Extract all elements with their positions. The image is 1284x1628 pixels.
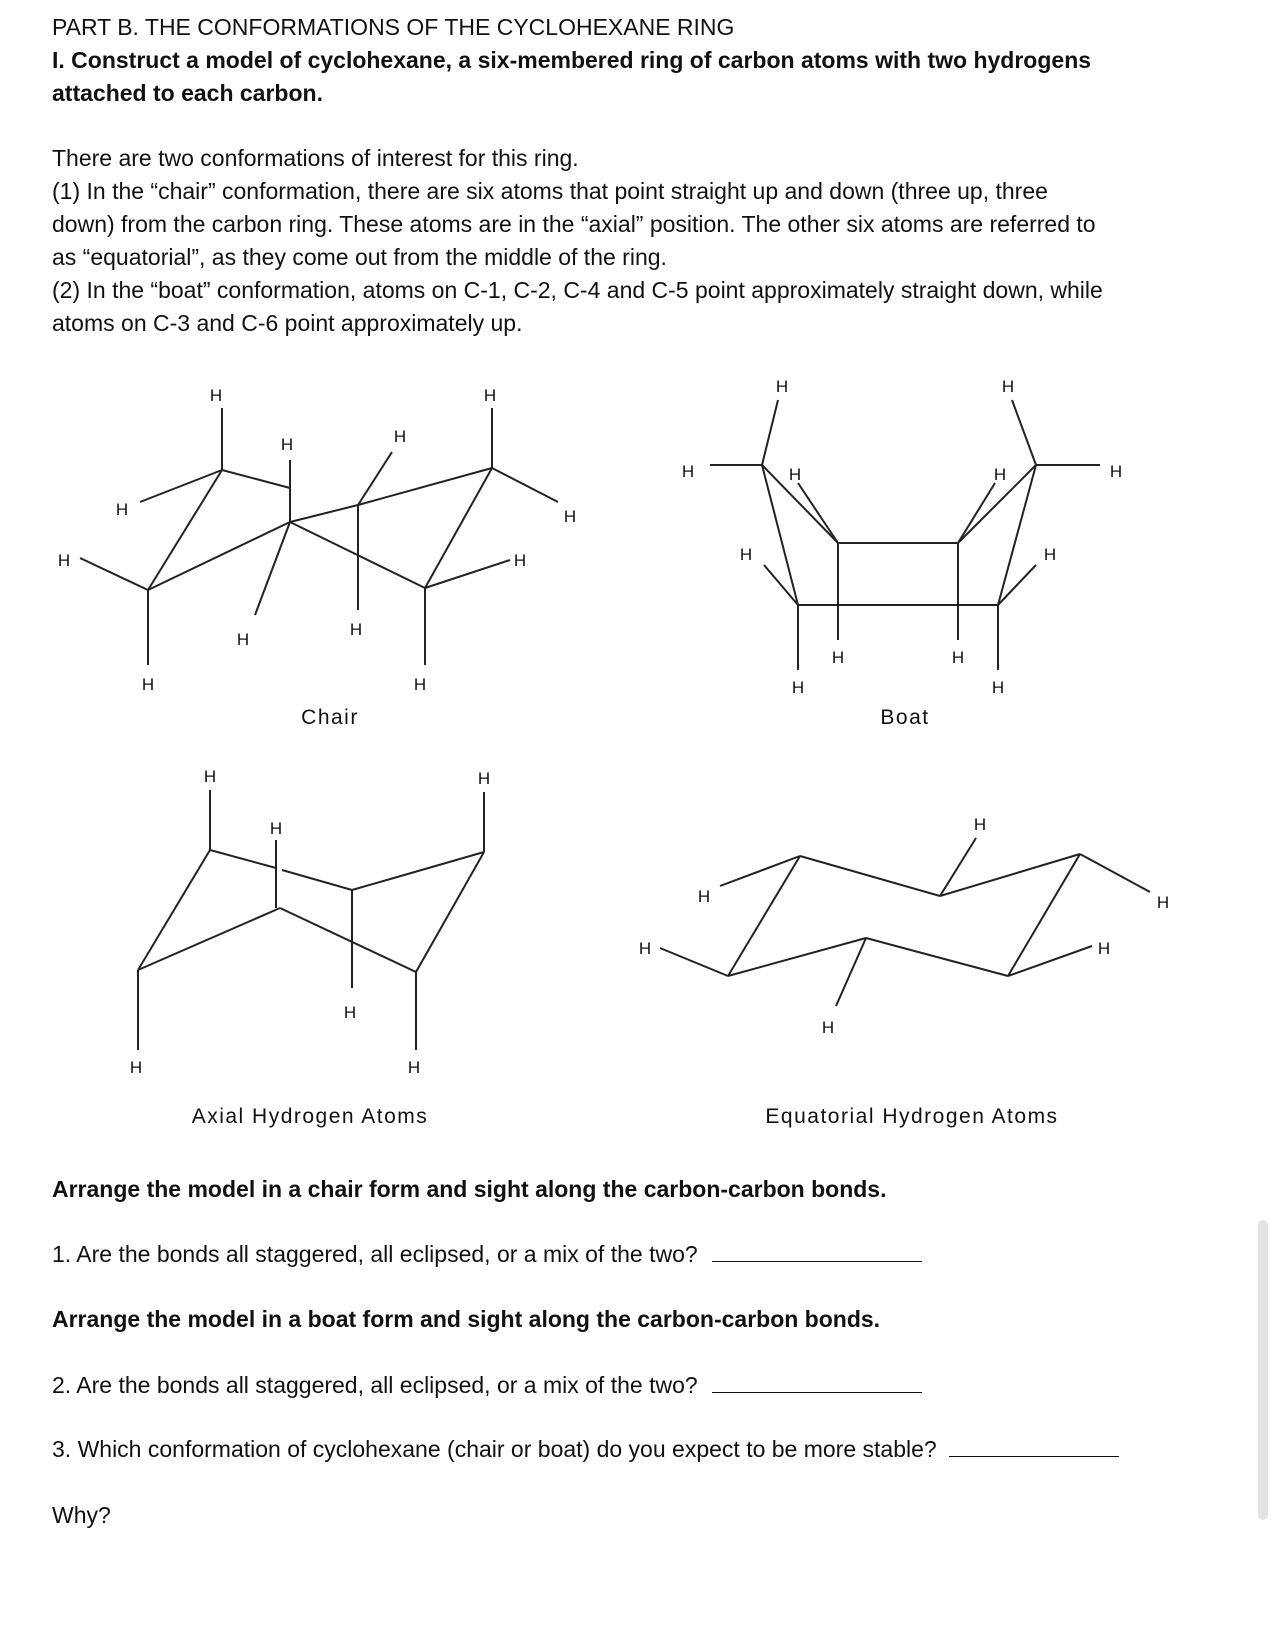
instruction-line-1: I. Construct a model of cyclohexane, a six-membered ring of carbon atoms with two hydrogens — [52, 47, 1092, 73]
part-title: PART B. THE CONFORMATIONS OF THE CYCLOHEXANE RING — [52, 14, 735, 40]
section-boat: Arrange the model in a boat form and sight along the carbon-carbon bonds. — [52, 1306, 881, 1332]
boat-diagram — [682, 377, 1122, 729]
question-2-text: 2. Are the bonds all staggered, all eclipsed, or a mix of the two? — [52, 1372, 698, 1398]
conformation-diagrams — [0, 360, 1284, 1150]
scrollbar[interactable] — [1258, 1220, 1268, 1520]
instruction-line-2: attached to each carbon. — [52, 80, 323, 106]
boat-h-6: H — [1109, 462, 1123, 481]
axial-h-1: H — [203, 767, 217, 786]
boat-h-4: H — [788, 465, 802, 484]
intro-line-1: There are two conformations of interest for this ring. — [52, 145, 579, 171]
question-1-text: 1. Are the bonds all staggered, all eclipsed, or a mix of the two? — [52, 1241, 698, 1267]
boat-h-7: H — [739, 545, 753, 564]
chair-caption: Chair — [301, 706, 359, 729]
boat-h-8: H — [1043, 545, 1057, 564]
boat-caption: Boat — [880, 706, 930, 729]
chair-h-2: H — [483, 386, 497, 405]
boat-h-1: H — [775, 377, 789, 396]
chair-h-11: H — [141, 675, 155, 694]
chair-h-12: H — [413, 675, 427, 694]
section-chair: Arrange the model in a chair form and sight along the carbon-carbon bonds. — [52, 1176, 887, 1202]
eq-h-2: H — [638, 939, 652, 958]
equatorial-diagram — [639, 815, 1169, 1128]
question-2 — [52, 1368, 922, 1402]
axial-h-3: H — [269, 819, 283, 838]
axial-diagram — [130, 767, 490, 1128]
intro-line-5: (2) In the “boat” conformation, atoms on C-1, C-2, C-4 and C-5 point approximately straight down, while — [52, 277, 1103, 303]
question-3 — [52, 1432, 1119, 1466]
boat-h-9: H — [831, 648, 845, 667]
axial-h-2: H — [477, 769, 491, 788]
axial-h-6: H — [407, 1058, 421, 1077]
boat-h-5: H — [993, 465, 1007, 484]
intro-line-2: (1) In the “chair” conformation, there are six atoms that point straight up and down (three up, three — [52, 178, 1048, 204]
question-3-answer-blank[interactable] — [949, 1434, 1119, 1457]
chair-h-10: H — [349, 620, 363, 639]
eq-h-4: H — [1156, 893, 1170, 912]
chair-h-5: H — [115, 500, 129, 519]
why-label: Why? — [52, 1502, 111, 1528]
question-1-answer-blank[interactable] — [712, 1239, 922, 1262]
chair-h-1: H — [209, 386, 223, 405]
chair-h-6: H — [563, 507, 577, 526]
chair-h-8: H — [513, 551, 527, 570]
chair-h-7: H — [57, 551, 71, 570]
eq-h-5: H — [1097, 939, 1111, 958]
eq-h-1: H — [697, 887, 711, 906]
intro-line-6: atoms on C-3 and C-6 point approximately up. — [52, 310, 523, 336]
axial-caption: Axial Hydrogen Atoms — [191, 1105, 429, 1128]
boat-h-2: H — [1001, 377, 1015, 396]
intro-line-3: down) from the carbon ring. These atoms are in the “axial” position. The other six atoms are referred to — [52, 211, 1096, 237]
boat-h-3: H — [681, 462, 695, 481]
intro-line-4: as “equatorial”, as they come out from the middle of the ring. — [52, 244, 667, 270]
question-2-answer-blank[interactable] — [712, 1370, 922, 1393]
boat-h-10: H — [951, 648, 965, 667]
chair-h-9: H — [236, 630, 250, 649]
question-3-text: 3. Which conformation of cyclohexane (chair or boat) do you expect to be more stable? — [52, 1436, 937, 1462]
chair-diagram — [58, 386, 576, 729]
eq-h-3: H — [973, 815, 987, 834]
equatorial-caption: Equatorial Hydrogen Atoms — [765, 1105, 1059, 1128]
boat-h-11: H — [791, 678, 805, 697]
chair-h-4: H — [393, 427, 407, 446]
eq-h-6: H — [821, 1018, 835, 1037]
axial-h-4: H — [343, 1003, 357, 1022]
chair-h-3: H — [280, 435, 294, 454]
boat-h-12: H — [991, 678, 1005, 697]
axial-h-5: H — [129, 1058, 143, 1077]
question-1 — [52, 1237, 922, 1271]
